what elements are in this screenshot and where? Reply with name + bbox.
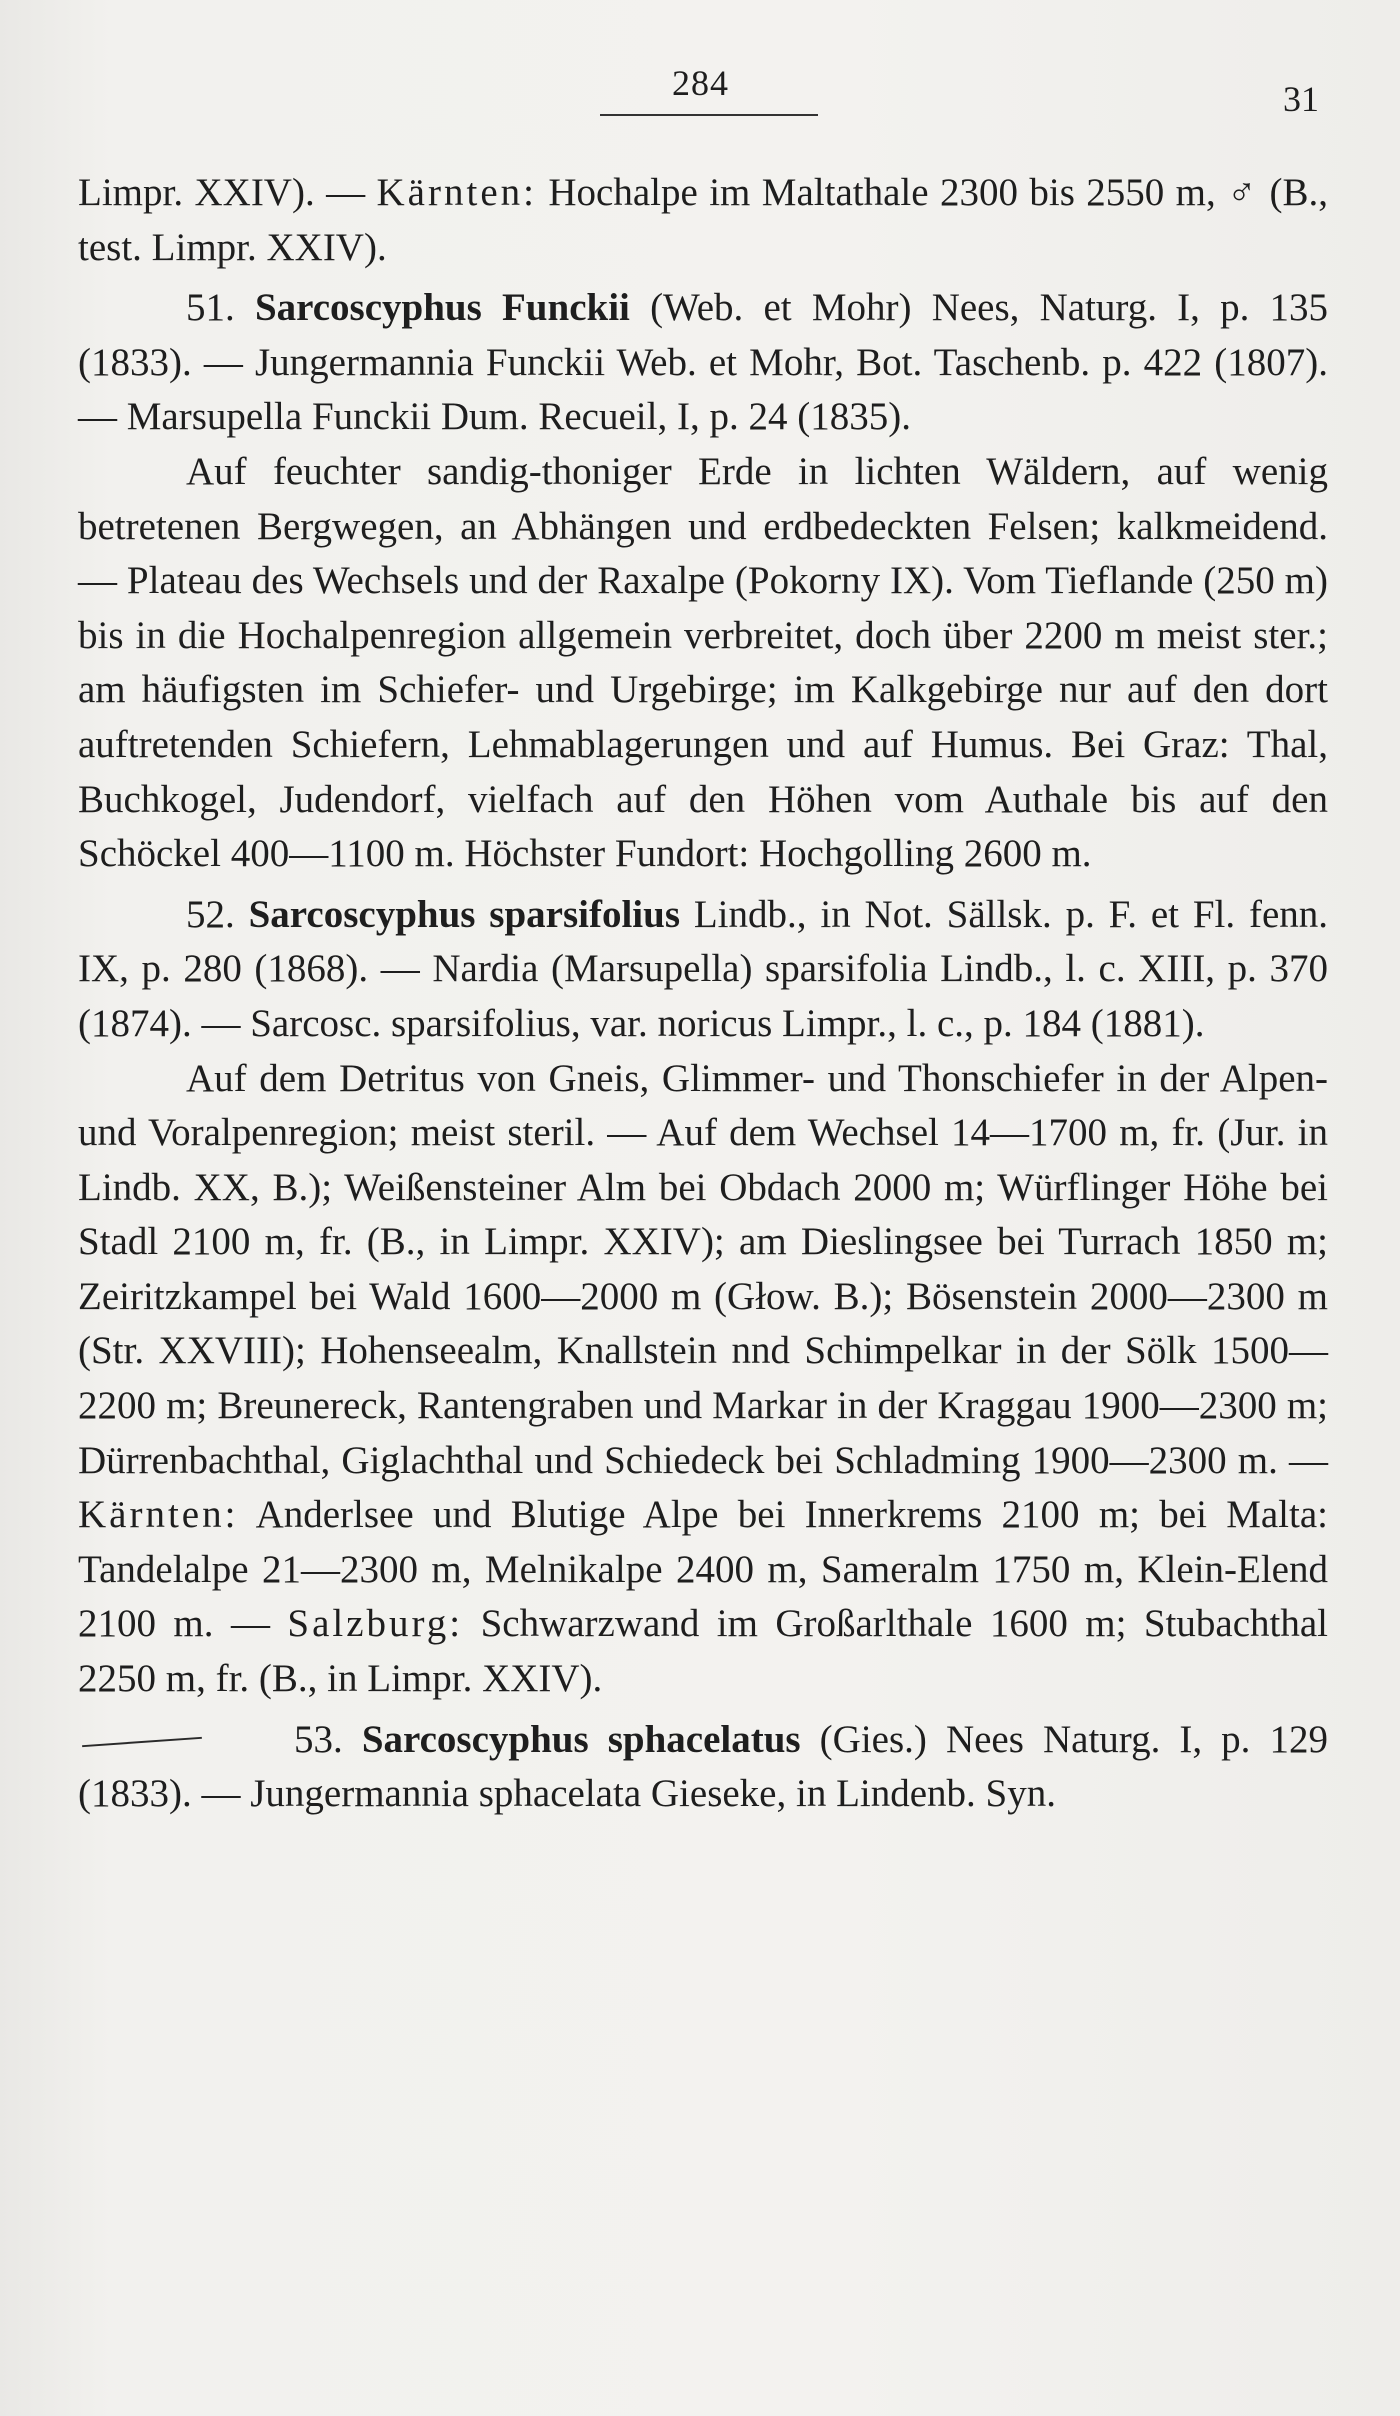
species-name: Sarcoscyphus Funckii: [254, 286, 630, 330]
pencil-mark: [186, 1713, 343, 1768]
entry-52-habitat: Auf dem Detritus von Gneis, Glimmer- und Thonschiefer in der Alpen- und Voralpenregion; meist steril. — Auf dem Wechsel 14—1700 m, fr. (Jur. in Lindb. XX, B.); Weißensteiner Alm bei Obdach 2000 m; Würflinger Höhe bei Stadl 2100 m, fr. (B., in Limpr. XXIV); am Dieslingsee bei Turrach 1850 m; Zeiritzkampel bei Wald 1600—2000 m (Głow. B.); Bösenstein 2000—2300 m (Str. XXVIII); Hohenseealm, Knallstein nnd Schimpelkar in der Sölk 1500—2200 m; Breunereck, Rantengraben und Markar in der Kraggau 1900—2300 m; Dürrenbachthal, Giglachthal und Schiedeck bei Schladming 1900—2300 m. — Kärnten: Anderlsee und Blutige Alpe bei Innerkrems 2100 m; bei Malta: Tandelalpe 21—2300 m, Melnikalpe 2400 m, Sameralm 1750 m, Klein-Elend 2100 m. — Salzburg: Schwarzwand im Großarlthale 1600 m; Stubachthal 2250 m, fr. (B., in Limpr. XXIV).: [78, 1056, 1328, 1701]
region-karnten: Kärnten:: [376, 171, 537, 214]
entry-number: 53.: [294, 1717, 343, 1761]
entry-number: 52.: [186, 892, 235, 936]
continuation-paragraph: Limpr. XXIV). — Kärnten: Hochalpe im Maltathale 2300 bis 2550 m, ♂ (B., test. Limpr. XXIV).: [78, 171, 1328, 269]
entry-52-heading: [78, 888, 1328, 1052]
species-name: Sarcoscyphus sphacelatus: [361, 1717, 801, 1761]
region-salzburg: Salzburg:: [287, 1602, 464, 1646]
entry-53-heading: [78, 1713, 1328, 1822]
header-rule: [600, 114, 818, 116]
entry-number: 51.: [186, 286, 235, 330]
citation: (Web. et Mohr) Nees, Naturg. I, p. 135 (1833). — Jungermannia Funckii Web. et Mohr, Bot. Taschenb. p. 422 (1807). — Marsupella Funckii Dum. Recueil, I, p. 24 (1835).: [78, 286, 1329, 439]
citation: Lindb., in Not. Sällsk. p. F. et Fl. fenn. IX, p. 280 (1868). — Nardia (Marsupella) sparsifolia Lindb., l. c. XIII, p. 370 (1874). — Sarcosc. sparsifolius, var. noricus Limpr., l. c., p. 184 (1881).: [78, 892, 1328, 1045]
entry-51-habitat: Auf feuchter sandig-thoniger Erde in lichten Wäldern, auf wenig betretenen Bergwegen, an Abhängen und erdbedeckten Felsen; kalkmeidend. — Plateau des Wechsels und der Raxalpe (Pokorny IX). Vom Tieflande (250 m) bis in die Hochalpenregion allgemein verbreitet, doch über 2200 m meist ster.; am häufigsten im Schiefer- und Urgebirge; im Kalkgebirge nur auf den dort auftretenden Schiefern, Lehmablagerungen und auf Humus. Bei Graz: Thal, Buchkogel, Judendorf, vielfach auf den Höhen vom Authale bis auf den Schöckel 400—1100 m. Höchster Fundort: Hochgolling 2600 m.: [78, 449, 1328, 876]
region-karnten: Kärnten:: [78, 1493, 239, 1537]
citation: (Gies.) Nees Naturg. I, p. 129 (1833). — Jungermannia sphacelata Gieseke, in Lindenb. Syn.: [78, 1717, 1328, 1816]
center-page-number: 284: [672, 63, 729, 103]
entry-51-heading: [78, 281, 1328, 445]
pencil-line: [82, 1736, 202, 1746]
body-text: [78, 166, 1328, 1822]
right-page-number: 31: [1283, 79, 1319, 119]
species-name: Sarcoscyphus sparsifolius: [248, 892, 681, 936]
page-header: [0, 62, 1400, 132]
